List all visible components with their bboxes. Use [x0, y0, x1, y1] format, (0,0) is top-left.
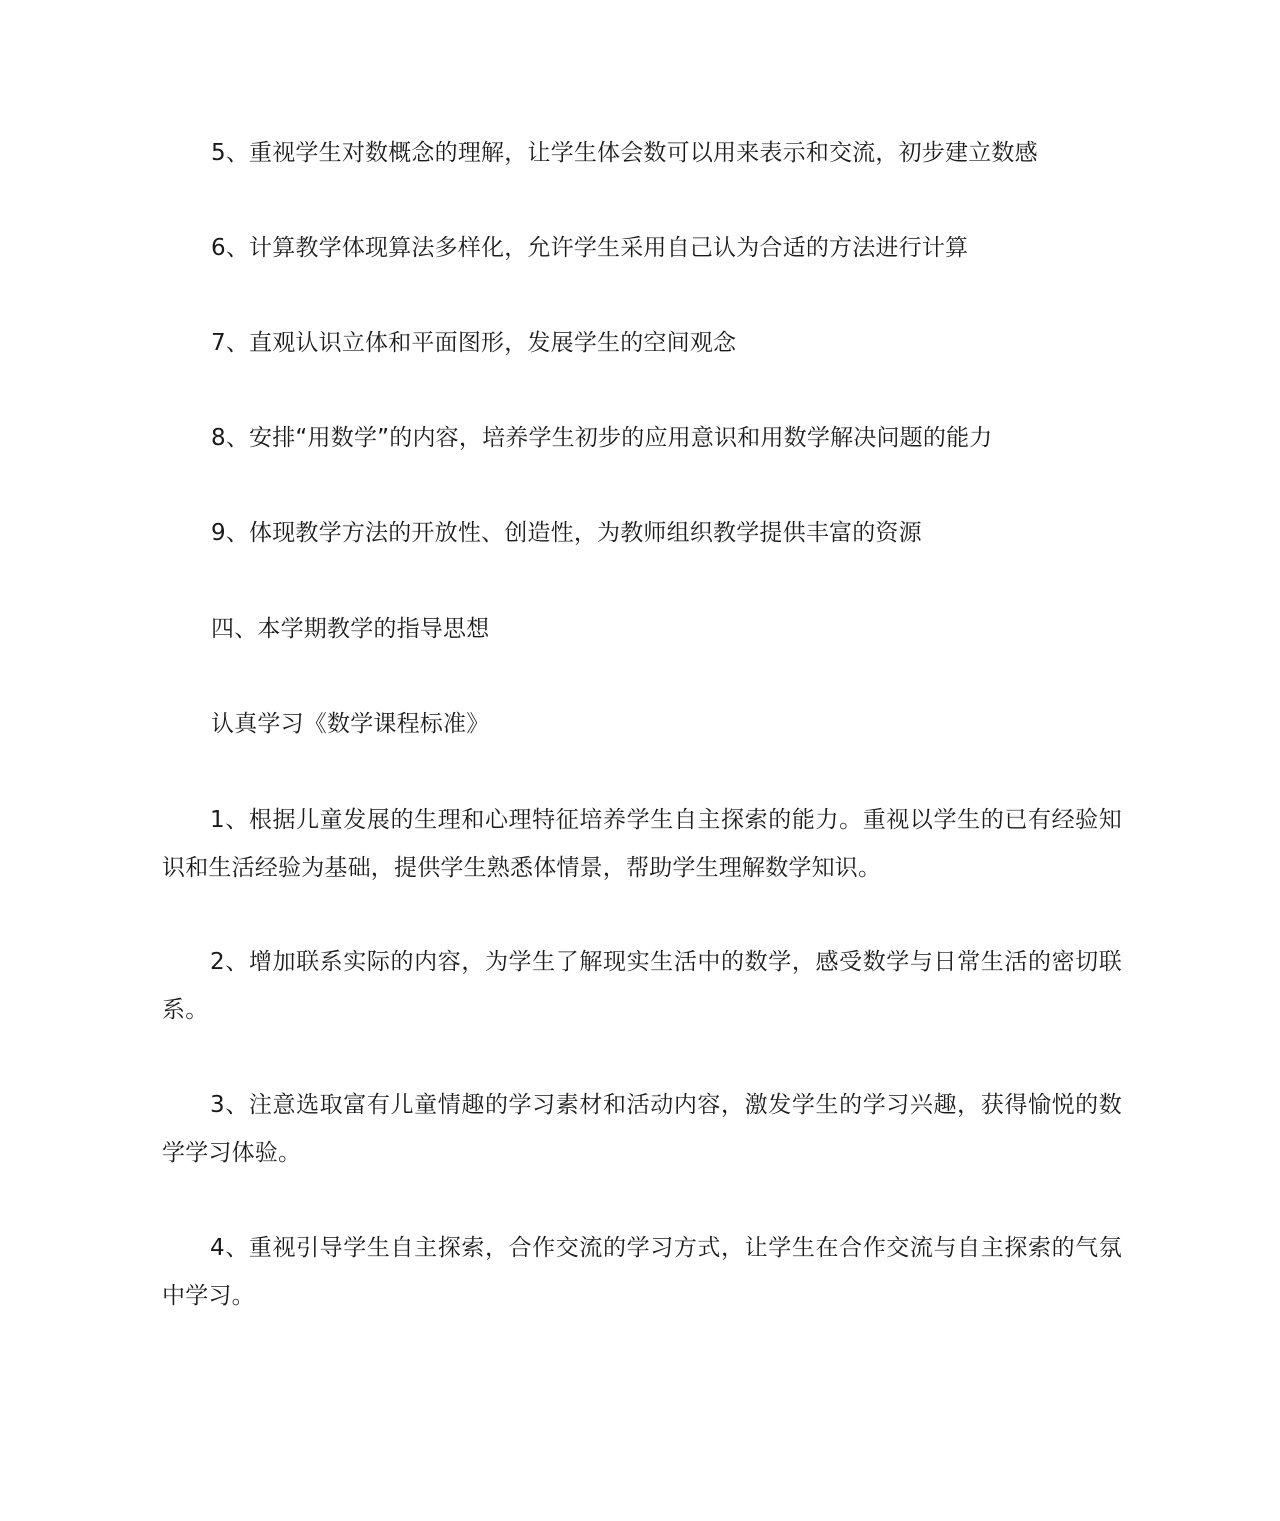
section-heading: 四、本学期教学的指导思想	[211, 616, 490, 642]
list-item-8: 8、安排“用数学”的内容，培养学生初步的应用意识和用数学解决问题的能力	[211, 425, 993, 451]
list-item-6: 6、计算教学体现算法多样化，允许学生采用自己认为合适的方法进行计算	[211, 235, 969, 261]
list-item-7: 7、直观认识立体和平面图形，发展学生的空间观念	[211, 330, 737, 356]
paragraph-1: 1、根据儿童发展的生理和心理特征培养学生自主探索的能力。重视以学生的已有经验知识和生活经验为基础，提供学生熟悉体情景，帮助学生理解数学知识。	[162, 807, 1122, 881]
paragraph-3: 3、注意选取富有儿童情趣的学习素材和活动内容，激发学生的学习兴趣，获得愉悦的数学学习体验。	[162, 1092, 1122, 1166]
paragraph-2: 2、增加联系实际的内容，为学生了解现实生活中的数学，感受数学与日常生活的密切联系。	[162, 949, 1122, 1023]
paragraph-4: 4、重视引导学生自主探索，合作交流的学习方式，让学生在合作交流与自主探索的气氛中学习。	[162, 1235, 1122, 1309]
list-item-9: 9、体现教学方法的开放性、创造性，为教师组织教学提供丰富的资源	[211, 520, 922, 546]
section-intro: 认真学习《数学课程标准》	[211, 711, 490, 737]
list-item-5: 5、重视学生对数概念的理解，让学生体会数可以用来表示和交流，初步建立数感	[211, 140, 1038, 166]
